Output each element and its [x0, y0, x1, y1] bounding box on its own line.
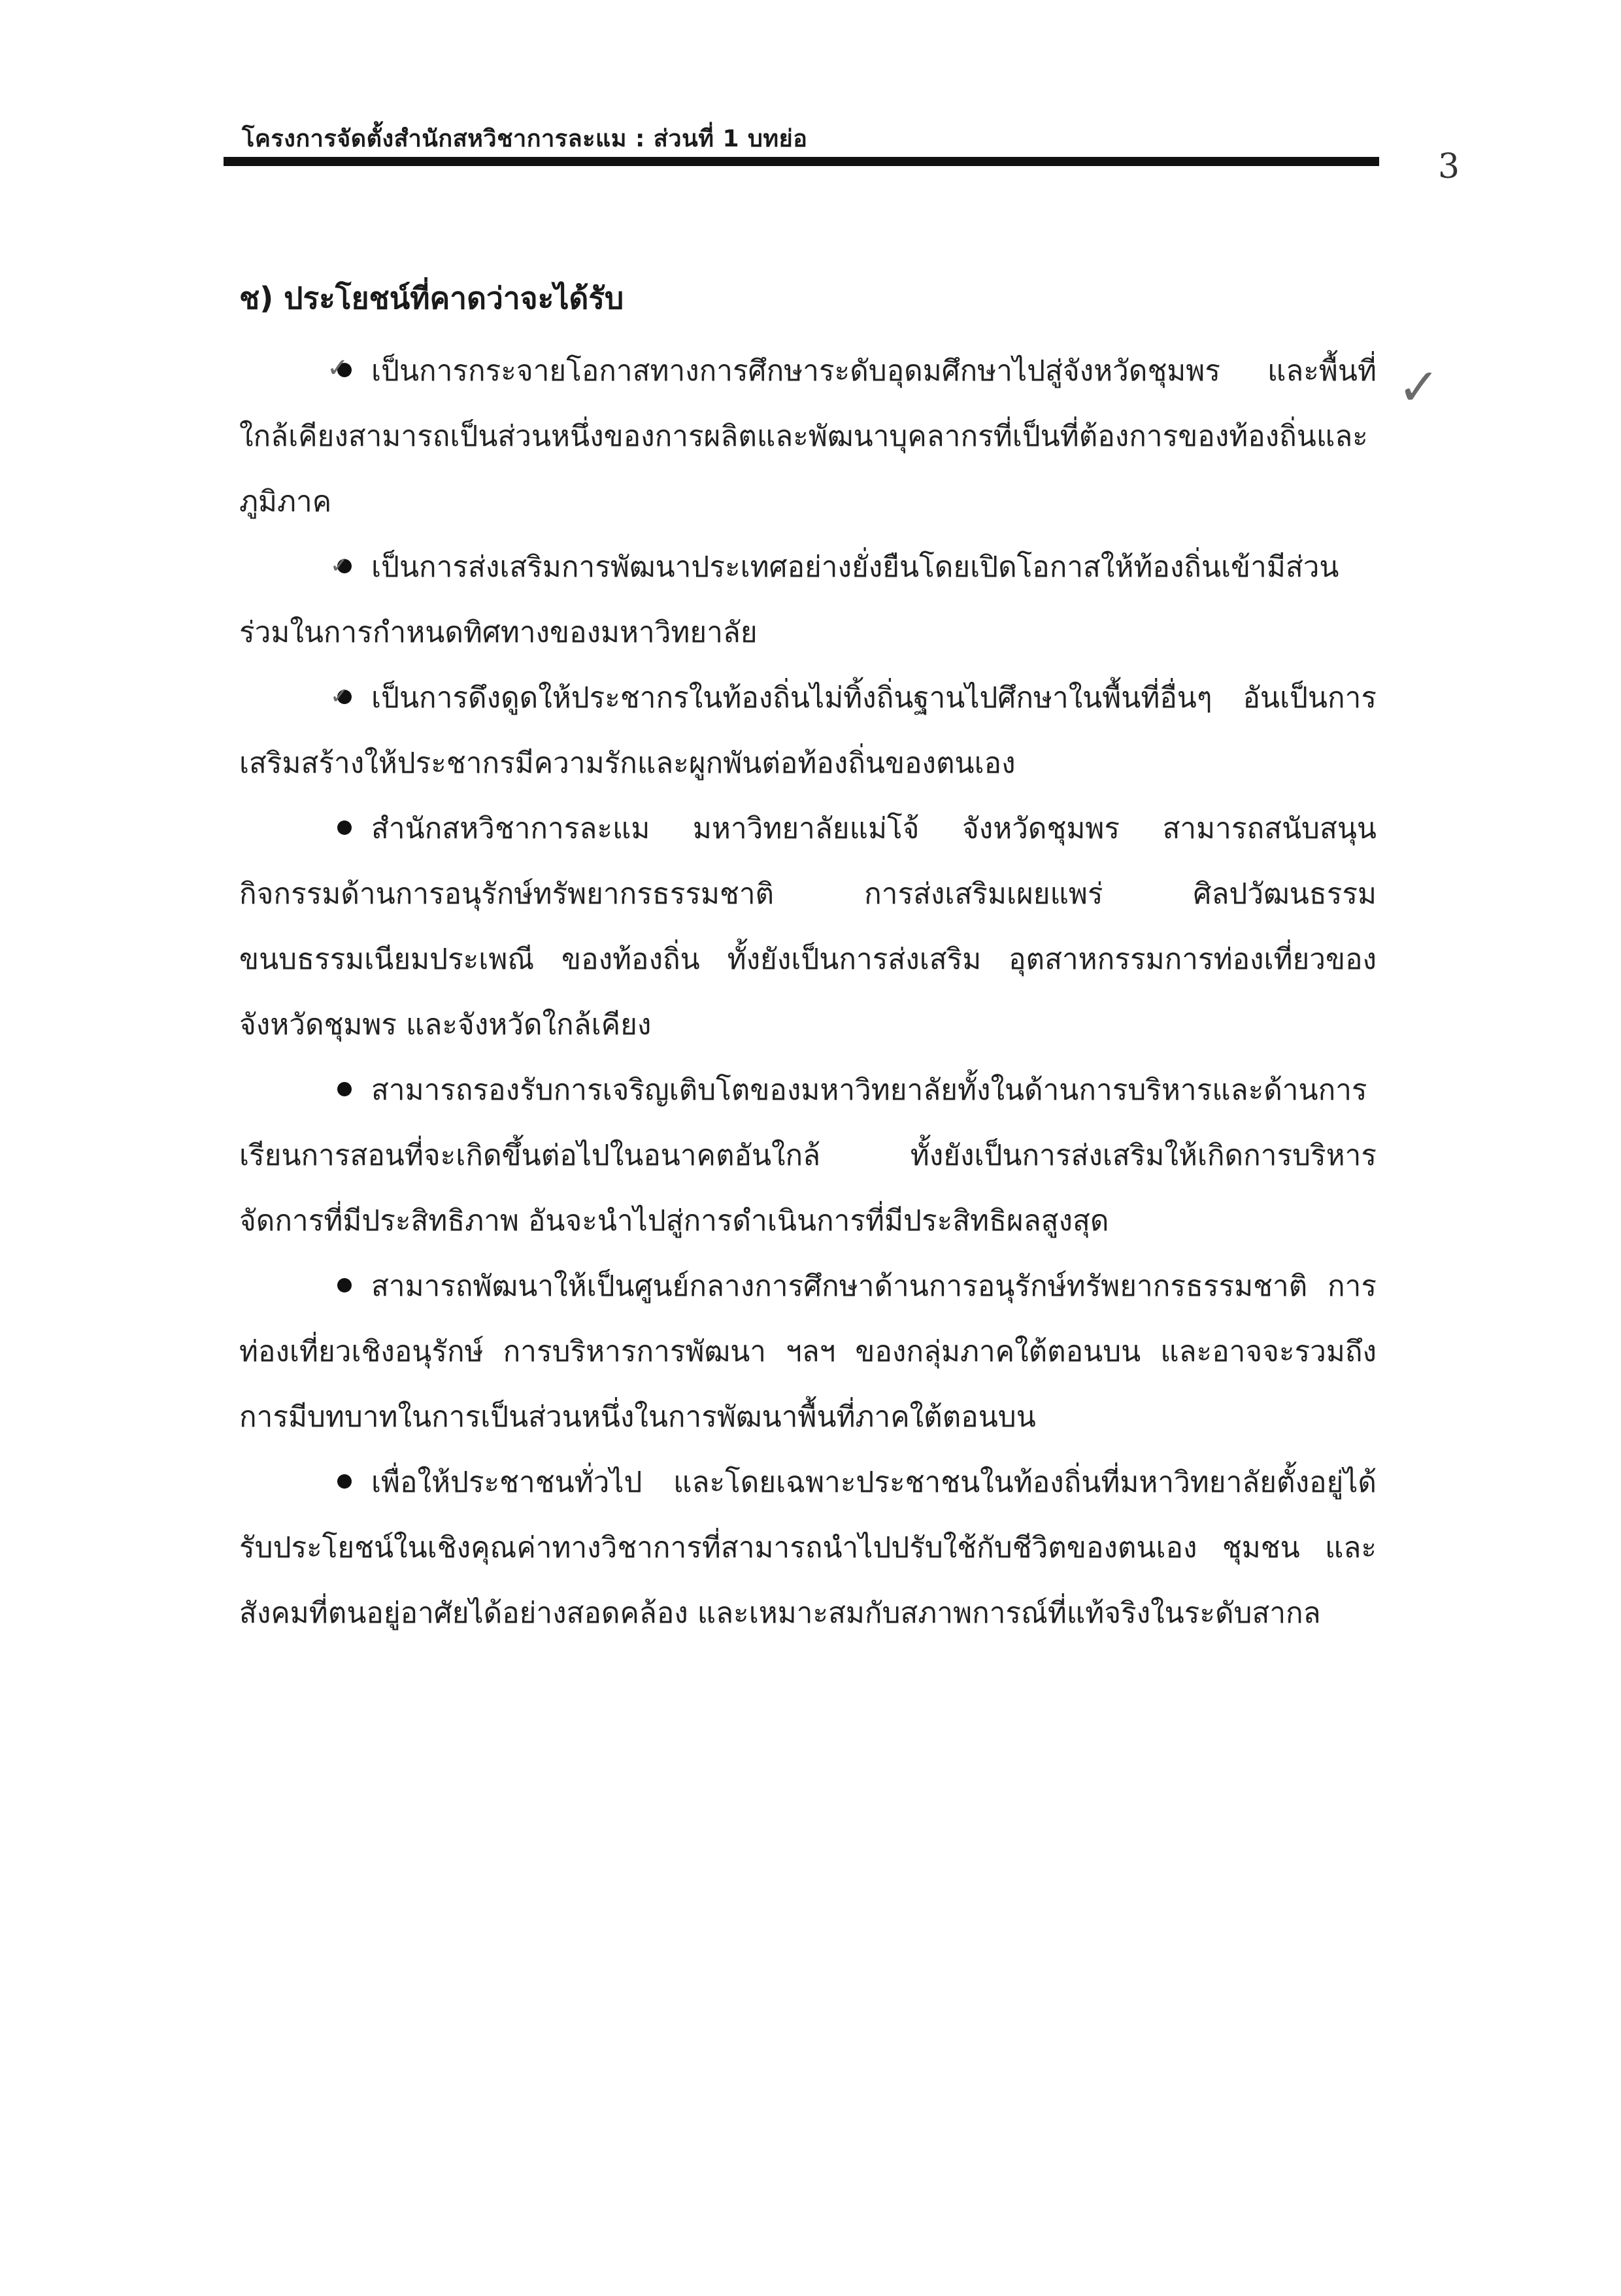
bullet-icon: [337, 820, 352, 835]
benefit-text: เป็นการดึงดูดให้ประชากรในท้องถิ่นไม่ทิ้งถิ่นฐานไปศึกษาในพื้นที่อื่นๆ อันเป็นการเสริมสร้างให้ประชากรมีความรักและผูกพันต่อท้องถิ่นของตนเอง: [239, 681, 1377, 780]
benefit-item: [239, 796, 1377, 1058]
handwritten-check-icon: ✓: [1397, 358, 1441, 417]
benefit-item: [239, 1450, 1377, 1646]
benefits-list: [239, 339, 1377, 1646]
bullet-icon: [337, 1474, 352, 1489]
section-heading: ช) ประโยชน์ที่คาดว่าจะได้รับ: [239, 280, 624, 316]
benefit-item: [239, 1058, 1377, 1254]
handwritten-check-icon: ✓: [330, 683, 349, 709]
benefit-text: สามารถพัฒนาให้เป็นศูนย์กลางการศึกษาด้านการอนุรักษ์ทรัพยากรธรรมชาติ การท่องเที่ยวเชิงอนุรักษ์ การบริหารการพัฒนา ฯลฯ ของกลุ่มภาคใต้ตอนบน และอาจจะรวมถึงการมีบทบาทในการเป็นส่วนหนึ่งในการพัฒนาพื้นที่ภาคใต้ตอนบน: [239, 1270, 1377, 1434]
page-header-title: โครงการจัดตั้งสำนักสหวิชาการละแม : ส่วนที่ 1 บทย่อ: [242, 126, 808, 152]
header-rule: [224, 157, 1379, 166]
page-number: 3: [1438, 147, 1460, 186]
benefit-item: [239, 339, 1377, 535]
handwritten-check-icon: ✓: [330, 552, 349, 579]
benefit-text: เป็นการกระจายโอกาสทางการศึกษาระดับอุดมศึกษาไปสู่จังหวัดชุมพร และพื้นที่ใกล้เคียงสามารถเป็นส่วนหนึ่งของการผลิตและพัฒนาบุคลากรที่เป็นที่ต้องการของท้องถิ่นและภูมิภาค: [239, 354, 1377, 518]
benefit-text: เป็นการส่งเสริมการพัฒนาประเทศอย่างยั่งยืนโดยเปิดโอกาสให้ท้องถิ่นเข้ามีส่วนร่วมในการกำหนดทิศทางของมหาวิทยาลัย: [239, 550, 1339, 649]
benefit-item: [239, 535, 1377, 666]
bullet-icon: [337, 1278, 352, 1292]
handwritten-check-icon: ✓: [327, 353, 349, 383]
benefit-text: สามารถรองรับการเจริญเติบโตของมหาวิทยาลัยทั้งในด้านการบริหารและด้านการเรียนการสอนที่จะเกิดขึ้นต่อไปในอนาคตอันใกล้ ทั้งยังเป็นการส่งเสริมให้เกิดการบริหารจัดการที่มีประสิทธิภาพ อันจะนำไปสู่การดำเนินการที่มีประสิทธิผลสูงสุด: [239, 1073, 1377, 1238]
bullet-icon: [337, 1082, 352, 1096]
benefit-item: [239, 666, 1377, 796]
benefit-item: [239, 1254, 1377, 1450]
benefit-text: สำนักสหวิชาการละแม มหาวิทยาลัยแม่โจ้ จังหวัดชุมพร สามารถสนับสนุนกิจกรรมด้านการอนุรักษ์ทรัพยากรธรรมชาติ การส่งเสริมเผยแพร่ ศิลปวัฒนธรรม ขนบธรรมเนียมประเพณี ของท้องถิ่น ทั้งยังเป็นการส่งเสริม อุตสาหกรรมการท่องเที่ยวของจังหวัดชุมพร และจังหวัดใกล้เคียง: [239, 812, 1377, 1041]
benefit-text: เพื่อให้ประชาชนทั่วไป และโดยเฉพาะประชาชนในท้องถิ่นที่มหาวิทยาลัยตั้งอยู่ได้รับประโยชน์ในเชิงคุณค่าทางวิชาการที่สามารถนำไปปรับใช้กับชีวิตของตนเอง ชุมชน และ สังคมที่ตนอยู่อาศัยได้อย่างสอดคล้อง และเหมาะสมกับสภาพการณ์ที่แท้จริงในระดับสากล: [239, 1466, 1377, 1630]
